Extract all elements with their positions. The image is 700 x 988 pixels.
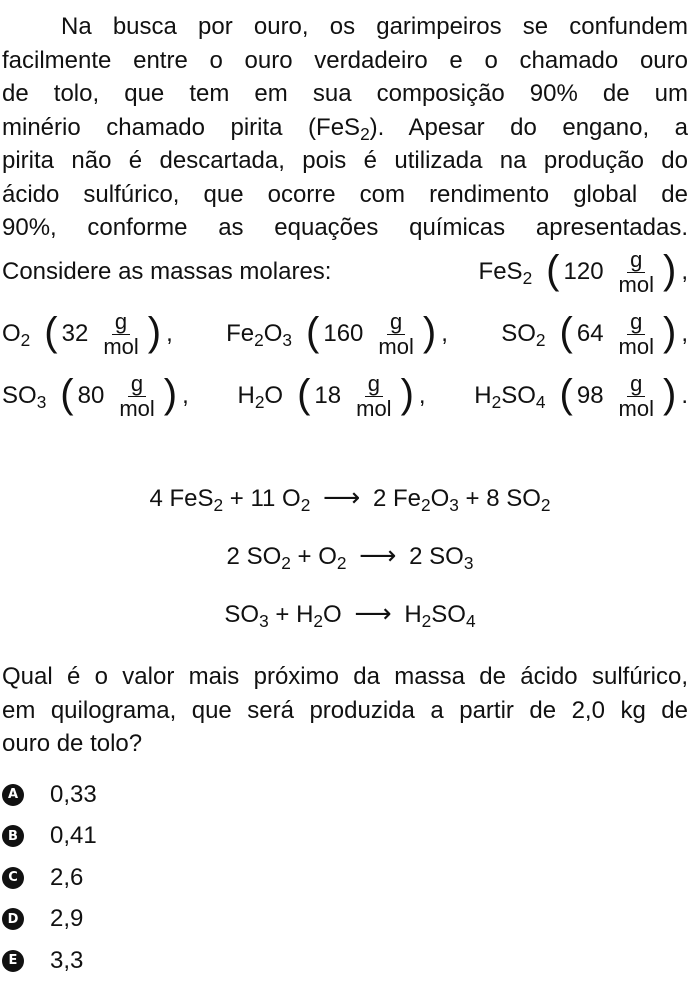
formula: FeS$_2$ [478,258,533,288]
intro-line: facilmente entre o ouro verdadeiro e o chamado ouro [2,46,688,74]
formula: $Fe_2O_3$ [226,320,293,350]
mass-value: 18 [314,382,342,409]
option-letter-badge: B [2,825,24,847]
masses-row [2,365,688,427]
mass-item: $SO_2$ ( 64 $\frac{g}{\text{mol}}$ ) , [501,308,688,359]
answer-options [2,774,302,982]
mass-value: 120 [563,258,604,285]
option-d[interactable] [2,899,302,941]
reaction-arrow: ⟶ [354,598,392,628]
question-line: ouro de tolo? [2,730,143,757]
mass-value: 80 [77,382,105,409]
masses-row [2,241,688,303]
mass-value: 32 [61,320,89,347]
mass-item: $H_2SO_4$ ( 98 $\frac{g}{\text{mol}}$ ) . [474,370,688,421]
intro-text: ). Apesar do engano, a [369,113,688,141]
question-line: em quilograma, que será produzida a partir de 2,0 kg de [2,696,688,724]
mass-item: $O_2$ ( 32 $\frac{g}{\text{mol}}$ ) , [2,308,173,359]
intro-line: 90%, conforme as equações químicas apresentadas. [2,214,688,241]
intro-line: ácido sulfúrico, que ocorre com rendimento global de [2,180,688,208]
formula: $SO_3$ [2,382,47,412]
unit-fraction: $\frac{g}{\text{mol}}$ [356,370,392,421]
option-a[interactable] [2,774,302,816]
option-c[interactable] [2,857,302,899]
intro-paragraph [2,10,688,245]
option-value: 2,9 [50,905,84,933]
formula: $H_2SO_4$ [474,382,546,412]
intro-line: Na busca por ouro, os garimpeiros se confundem [61,13,688,40]
mass-value: 98 [576,382,604,409]
masses-intro: Considere as massas molares: [2,258,332,285]
mass-value: 64 [576,320,604,347]
mass-item: $Fe_2O_3$ ( 160 $\frac{g}{\text{mol}}$ ) , [226,308,448,359]
molar-masses [2,241,688,427]
unit-fraction: $\frac{g}{\text{mol}}$ [618,370,654,421]
formula: $O_2$ [2,320,31,350]
equation: $SO_3 + H_2O$ ⟶ $H_2SO_4$ [0,584,700,642]
unit-fraction: $\frac{g}{\text{mol}}$ [618,246,654,297]
option-value: 3,3 [50,946,84,974]
mass-item: FeS$_2$ ( 120 $\frac{g}{\text{mol}}$ ) , [478,246,688,297]
intro-line: pirita não é descartada, pois é utilizada na produção do [2,147,688,174]
formula: $H_2O$ [237,382,284,412]
option-e[interactable] [2,940,302,982]
option-letter-badge: A [2,784,24,806]
intro-text: minério chamado pirita (FeS [2,113,361,141]
mass-value: 160 [323,320,364,347]
option-value: 2,6 [50,863,84,891]
formula: $SO_2$ [501,320,546,350]
unit-fraction: $\frac{g}{\text{mol}}$ [618,308,654,359]
masses-row [2,303,688,365]
option-value: 0,33 [50,780,97,808]
intro-line [2,111,688,145]
option-letter-badge: D [2,908,24,930]
reaction-arrow: ⟶ [323,482,361,512]
subscript: 2 [360,123,370,144]
intro-line: de tolo, que tem em sua composição 90% de um [2,80,688,107]
unit-fraction: $\frac{g}{\text{mol}}$ [103,308,139,359]
equation: 4 FeS$_2$ + 11 $O_2$ ⟶ 2 $Fe_2O_3 + 8$ $SO_2$ [0,468,700,526]
option-value: 0,41 [50,822,97,850]
option-letter-badge: E [2,950,24,972]
question-text [2,660,688,761]
unit-fraction: $\frac{g}{\text{mol}}$ [119,370,155,421]
chemical-equations [0,468,700,642]
equation: 2 $SO_2 + O_2$ ⟶ 2 $SO_3$ [0,526,700,584]
option-b[interactable] [2,816,302,858]
mass-item: $SO_3$ ( 80 $\frac{g}{\text{mol}}$ ) , [2,370,189,421]
unit-fraction: $\frac{g}{\text{mol}}$ [378,308,414,359]
reaction-arrow: ⟶ [359,540,397,570]
question-line: Qual é o valor mais próximo da massa de ácido sulfúrico, [2,663,688,690]
option-letter-badge: C [2,867,24,889]
mass-item: $H_2O$ ( 18 $\frac{g}{\text{mol}}$ ) , [237,370,426,421]
